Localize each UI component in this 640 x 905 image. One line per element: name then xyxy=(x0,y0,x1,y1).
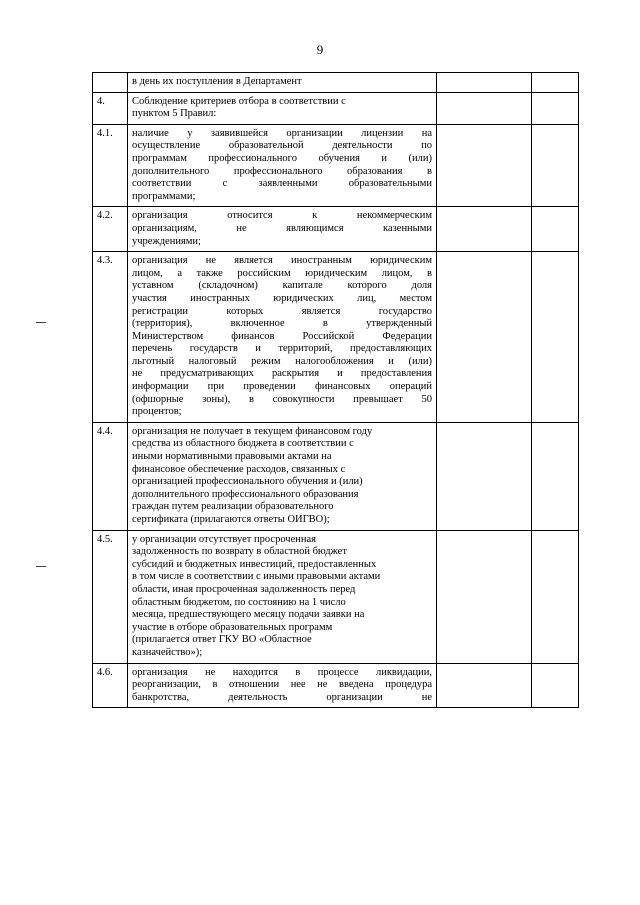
text-line: у организации отсутствует просроченная xyxy=(132,533,316,545)
text-line: соответствии с заявленными образовательными xyxy=(132,178,432,190)
empty-cell xyxy=(532,92,579,124)
text-line: средства из областного бюджета в соответствии с xyxy=(132,438,354,450)
text-line: участия иностранных юридических лиц, местом xyxy=(132,292,432,304)
text-line: регистрации которых является государство xyxy=(132,305,432,317)
text-line: организация не получает в текущем финансовом году xyxy=(132,425,373,437)
text-line: субсидий и бюджетных инвестиций, предоставленных xyxy=(132,558,377,570)
text-line: банкротства, деятельность организации не xyxy=(132,691,432,703)
text-line: финансовое обеспечение расходов, связанных с xyxy=(132,463,346,475)
text-line: иными нормативными правовыми актами на xyxy=(132,451,332,463)
empty-cell xyxy=(437,530,532,663)
text-line: пунктом 5 Правил: xyxy=(132,108,217,120)
empty-cell xyxy=(437,252,532,423)
text-line: не предусматривающих раскрытия и предоставления xyxy=(132,368,432,380)
text-line: задолженность по возврату в областной бюджет xyxy=(132,546,347,558)
margin-mark xyxy=(36,566,46,567)
table-row xyxy=(93,124,579,207)
text-line: организацией профессионального обучения и (или) xyxy=(132,476,363,488)
row-number: 4.1. xyxy=(93,124,128,207)
empty-cell xyxy=(532,73,579,93)
empty-cell xyxy=(532,422,579,530)
empty-cell xyxy=(532,207,579,252)
row-number: 4.2. xyxy=(93,207,128,252)
text-line: областным бюджетом, по состоянию на 1 число xyxy=(132,596,346,608)
text-line: области, иная просроченная задолженность перед xyxy=(132,583,356,595)
text-line: информации при проведении финансовых операций xyxy=(132,381,432,393)
empty-cell xyxy=(437,422,532,530)
criterion-text xyxy=(128,422,437,530)
text-line: дополнительного профессионального образования xyxy=(132,488,359,500)
empty-cell xyxy=(437,92,532,124)
criterion-text xyxy=(128,92,437,124)
text-line: осуществление образовательной деятельности по xyxy=(132,140,432,152)
margin-mark xyxy=(36,322,46,323)
empty-cell xyxy=(532,530,579,663)
table-row xyxy=(93,422,579,530)
row-number: 4.6. xyxy=(93,663,128,708)
text-line: (территория), включенное в утвержденный xyxy=(132,318,432,330)
text-line: лицом, а также российским юридическим лицом, в xyxy=(132,267,432,279)
text-line: Соблюдение критериев отбора в соответствии с xyxy=(132,95,346,107)
row-number: 4. xyxy=(93,92,128,124)
empty-cell xyxy=(532,124,579,207)
text-line: организация не является иностранным юридическим xyxy=(132,255,432,267)
text-line: граждан путем реализации образовательного xyxy=(132,501,334,513)
table-row xyxy=(93,73,579,93)
text-line: казначейство»); xyxy=(132,646,203,658)
criterion-text xyxy=(128,252,437,423)
row-number: 4.3. xyxy=(93,252,128,423)
text-line: организациям, не являющимся казенными xyxy=(132,222,432,234)
criterion-text xyxy=(128,663,437,708)
text-line: в том числе в соответствии с иными правовыми актами xyxy=(132,571,381,583)
text-line: наличие у заявившейся организации лицензии на xyxy=(132,127,432,139)
table-row xyxy=(93,207,579,252)
row-number xyxy=(93,73,128,93)
criterion-text xyxy=(128,124,437,207)
text-line: (офшорные зоны), в совокупности превышает 50 xyxy=(132,393,432,405)
criterion-text xyxy=(128,207,437,252)
text-line: дополнительного профессионального образования в xyxy=(132,165,432,177)
empty-cell xyxy=(437,663,532,708)
text-line: перечень государств и территорий, предоставляющих xyxy=(132,343,432,355)
table-row xyxy=(93,252,579,423)
page-number: 9 xyxy=(316,42,324,57)
table-row xyxy=(93,92,579,124)
text-line: организация относится к некоммерческим xyxy=(132,210,432,222)
text-line: льготный налоговый режим налогообложения и (или) xyxy=(132,355,432,367)
text-line: (прилагается ответ ГКУ ВО «Областное xyxy=(132,634,312,646)
text-line: в день их поступления в Департамент xyxy=(132,76,302,87)
empty-cell xyxy=(532,663,579,708)
table-row xyxy=(93,530,579,663)
text-line: уставном (складочном) капитале которого доля xyxy=(132,280,432,292)
table-row xyxy=(93,663,579,708)
empty-cell xyxy=(437,73,532,93)
empty-cell xyxy=(532,252,579,423)
text-line: учреждениями; xyxy=(132,235,201,247)
text-line: Министерством финансов Российской Федерации xyxy=(132,330,432,342)
criterion-text xyxy=(128,530,437,663)
text-line: сертификата (прилагаются ответы ОИГВО); xyxy=(132,514,330,525)
text-line: организация не находится в процессе ликвидации, xyxy=(132,666,432,678)
empty-cell xyxy=(437,124,532,207)
text-line: участие в отборе образовательных программ xyxy=(132,621,333,633)
text-line: реорганизации, в отношении нее не введена процедура xyxy=(132,679,432,691)
text-line: месяца, предшествующего месяцу подачи заявки на xyxy=(132,609,365,621)
empty-cell xyxy=(437,207,532,252)
criteria-table xyxy=(92,72,579,708)
text-line: программами; xyxy=(132,190,196,202)
row-number: 4.4. xyxy=(93,422,128,530)
text-line: программам профессионального обучения и (или) xyxy=(132,152,432,164)
text-line: процентов; xyxy=(132,406,182,418)
row-number: 4.5. xyxy=(93,530,128,663)
criterion-text xyxy=(128,73,437,93)
